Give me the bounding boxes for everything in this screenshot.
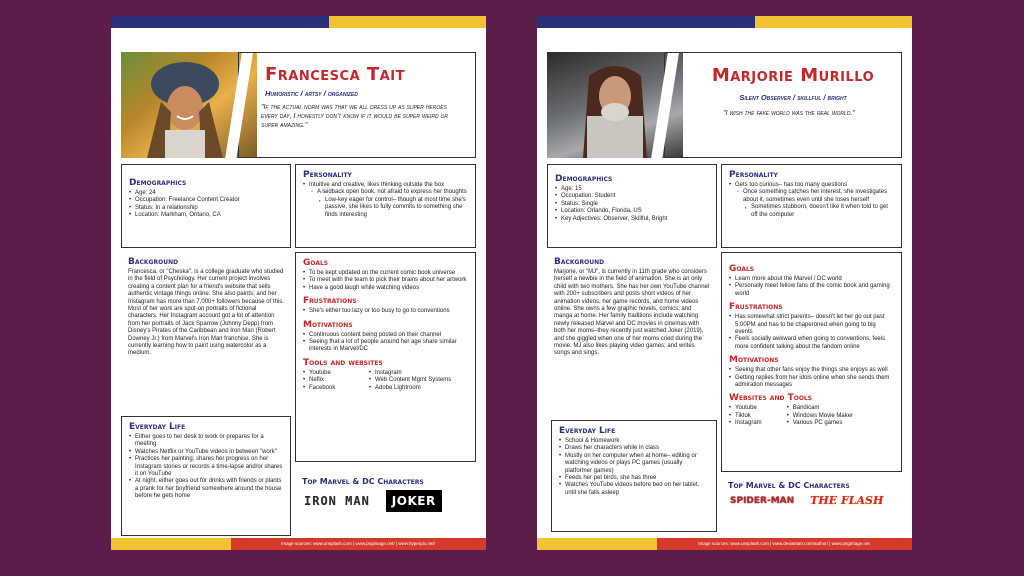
goals-title: Goals [729, 264, 755, 274]
everyday-item: • Feeds her pet birds, she has three [559, 475, 709, 482]
personality-box [295, 164, 476, 248]
personality-item: • Gets too curious– has too many questions [729, 182, 894, 189]
frustrations-title: Frustrations [729, 302, 783, 313]
demographic-item: • Location: Markham, Ontario, CA [129, 212, 283, 219]
motivations-title: Motivations [729, 355, 779, 366]
personality-title: Personality [729, 170, 778, 180]
tool-item: • Tiktok [729, 413, 787, 420]
goal-item: • Have a good laugh while watching videos [303, 285, 468, 292]
top-stripe [111, 16, 486, 28]
demographic-item: • Occupation: Freelance Content Creator [129, 197, 283, 204]
everyday-item: • At night, either goes out for drinks with friends or plants a prank for her boyfriend somewhere around the house before he gets home [129, 478, 283, 500]
demographic-item: • Status: Single [555, 201, 709, 208]
background-title: Background [128, 257, 179, 267]
background-box [547, 252, 717, 412]
tool-item: • Facebook [303, 385, 369, 392]
demographics-box [121, 164, 291, 248]
demographic-item: • Status: In a relationship [129, 205, 283, 212]
ironman-logo: IRON MAN [304, 494, 370, 508]
joker-logo: JOKER [386, 490, 442, 512]
tool-item: • Bandicam [787, 405, 894, 412]
motivation-item: • Continuous content being posted on their channel [303, 332, 468, 339]
demographic-item: • Age: 24 [129, 190, 283, 197]
motivations-title: Motivations [303, 319, 353, 330]
everyday-item: • Watches Netflix or YouTube videos in between "work" [129, 449, 283, 456]
flash-logo: THE FLASH [810, 494, 884, 507]
tools-title: Tools and websites [303, 357, 383, 368]
background-title: Background [554, 257, 605, 267]
goal-item: • Learn more about the Marvel / DC world [729, 276, 894, 283]
persona-name: Marjorie Murillo [711, 65, 875, 86]
persona-header [664, 52, 902, 158]
goal-item: • To be kept updated on the current comic book universe [303, 270, 468, 277]
persona-page-francesca [111, 16, 486, 550]
characters-box [721, 476, 902, 536]
frustration-item: • Feels socially awkward when going to conventions, feels more confident talking about the fandom online [729, 336, 894, 351]
goal-item: • Personally meet fellow fans of the comic book and gaming world [729, 283, 894, 298]
image-sources: Image sources: www.unsplash.com | www.deviantart.com/author/ | www.pngimage.net [698, 541, 870, 546]
everyday-life-box [121, 416, 291, 536]
demographics-box [547, 164, 717, 248]
demographic-item: • Occupation: Student [555, 193, 709, 200]
personality-item: ▪ Low-key eager for control– though at most time she's passive, she likes to fully commits to something she finds interesting [303, 197, 468, 219]
motivation-item: • Getting replies from her idols online when she sends them admiration messages [729, 375, 894, 390]
everyday-item: • Watches YouTube videos before bed on her tablet, until she falls asleep [559, 482, 709, 497]
image-sources: Image sources: www.unsplash.com | www.pngimage.net/ | www.hyperpix.net/ [281, 541, 435, 546]
personality-item: ◦ Once something catches her interest, she investigates about it, sometimes even until she loses herself [729, 189, 894, 204]
motivation-item: • Seeing that other fans enjoy the things she enjoys as well [729, 367, 894, 374]
top-stripe [537, 16, 912, 28]
everyday-item: • Practices her painting; shares her progress on her Instagram stories or records a time-lapse and/or shares it on YouTube [129, 456, 283, 478]
persona-traits: Humoristic / artsy / organized [265, 89, 358, 98]
background-text: Marjorie, or "MJ", is currently in 11th grade who considers herself a newbie in the field of animation. She is an only child with two mothers. She has her own YouTube channel with 200+ subscribers and posts short videos of her animation videos, her game records, and home videos online. She owns a few graphic novels, comics, and manga at home. Her family traditions include watching newly released Marvel and DC movies in cinemas with both her moms–they recently just watched Joker (2019), and she giggled when one of her moms cried during the movie. MJ also likes playing video games; and writes songs and sings. [554, 269, 710, 357]
motivation-item: • Seeing that a lot of people around her age share similar interests in Marvel/DC [303, 339, 468, 354]
frustrations-title: Frustrations [303, 296, 357, 307]
characters-title: Top Marvel & DC Characters [302, 477, 424, 486]
spiderman-logo: SPIDER-MAN [730, 495, 795, 506]
everyday-title: Everyday Life [559, 426, 616, 436]
tool-item: • Instagram [729, 420, 787, 427]
frustration-item: • Has somewhat strict parents– doesn't let her go out past 5:00PM and has to be chaperoned when going to big events [729, 314, 894, 336]
goals-title: Goals [303, 258, 329, 268]
goal-item: • To meet with the team to pick their brains about her artwork [303, 277, 468, 284]
tool-item: • Instagram [369, 370, 468, 377]
characters-box [295, 466, 476, 536]
background-box [121, 252, 291, 412]
persona-name: Francesca Tait [265, 64, 405, 85]
tool-item: • Windows Movie Maker [787, 413, 894, 420]
everyday-item: • School & Homework [559, 438, 709, 445]
frustration-item: • She's either too lazy or too busy to go to conventions [303, 308, 468, 315]
persona-header [238, 52, 476, 158]
personality-box [721, 164, 902, 248]
background-text: Francesca, or "Cheska", is a college graduate who studied in the field of Psychology. Her current project involves creating a content plan for a friend's website that sells authentic vintage things online. She also paints; and her Instagram has more than 7,000+ followers because of this. Most of her work are spot-on portraits of fictional characters. Her Instagram account got a lot of attention from her portraits of Jack Sparrow (Johnny Depp) from Disney's Pirates of the Caribbean and Iron Man (Robert Downey Jr.) from Marvel's Iron Man franchise. She is currently learning how to paint using watercolor as a medium. [128, 269, 284, 357]
tool-item: • Web Content Mgmt Systems [369, 377, 468, 384]
goals-box [721, 252, 902, 472]
personality-item: ◦ A laidback open book, not afraid to express her thoughts [303, 189, 468, 196]
persona-traits: Silent Observer / skillful / bright [739, 93, 847, 102]
everyday-item: • Draws her characters while in class [559, 445, 709, 452]
tools-title: Websites and Tools [729, 393, 813, 404]
everyday-title: Everyday Life [129, 422, 186, 432]
tool-item: • Youtube [303, 370, 369, 377]
persona-quote: "If the actual norm was that we all dress up as super heroes every day, I honestly don't know if it would be super weird or super amazing." [261, 104, 449, 129]
persona-page-marjorie [537, 16, 912, 550]
tool-item: • Youtube [729, 405, 787, 412]
tool-item: • Adobe Lightroom [369, 385, 468, 392]
characters-title: Top Marvel & DC Characters [728, 481, 850, 490]
demographic-item: • Age: 15 [555, 186, 709, 193]
demographic-item: • Key Adjectives: Observer, Skillful, Bright [555, 216, 709, 223]
demographics-title: Demographics [555, 174, 613, 184]
personality-item: • Intuitive and creative, likes thinking outside the box [303, 182, 468, 189]
persona-quote: "I wish the fake world was the real world." [723, 110, 855, 117]
personality-title: Personality [303, 170, 352, 180]
tool-item: • Neflix [303, 377, 369, 384]
personality-item: ▪ Sometimes stubborn, doesn't like it when told to get off the computer [729, 204, 894, 219]
everyday-item: • Either goes to her desk to work or prepares for a meeting [129, 434, 283, 449]
goals-box [295, 252, 476, 462]
demographic-item: • Location: Orlando, Florida, US [555, 208, 709, 215]
everyday-life-box [551, 420, 717, 532]
demographics-title: Demographics [129, 178, 187, 188]
tool-item: • Various PC games [787, 420, 894, 427]
everyday-item: • Mostly on her computer when at home– editing or watching videos or plays PC games (usually platformer games) [559, 453, 709, 475]
